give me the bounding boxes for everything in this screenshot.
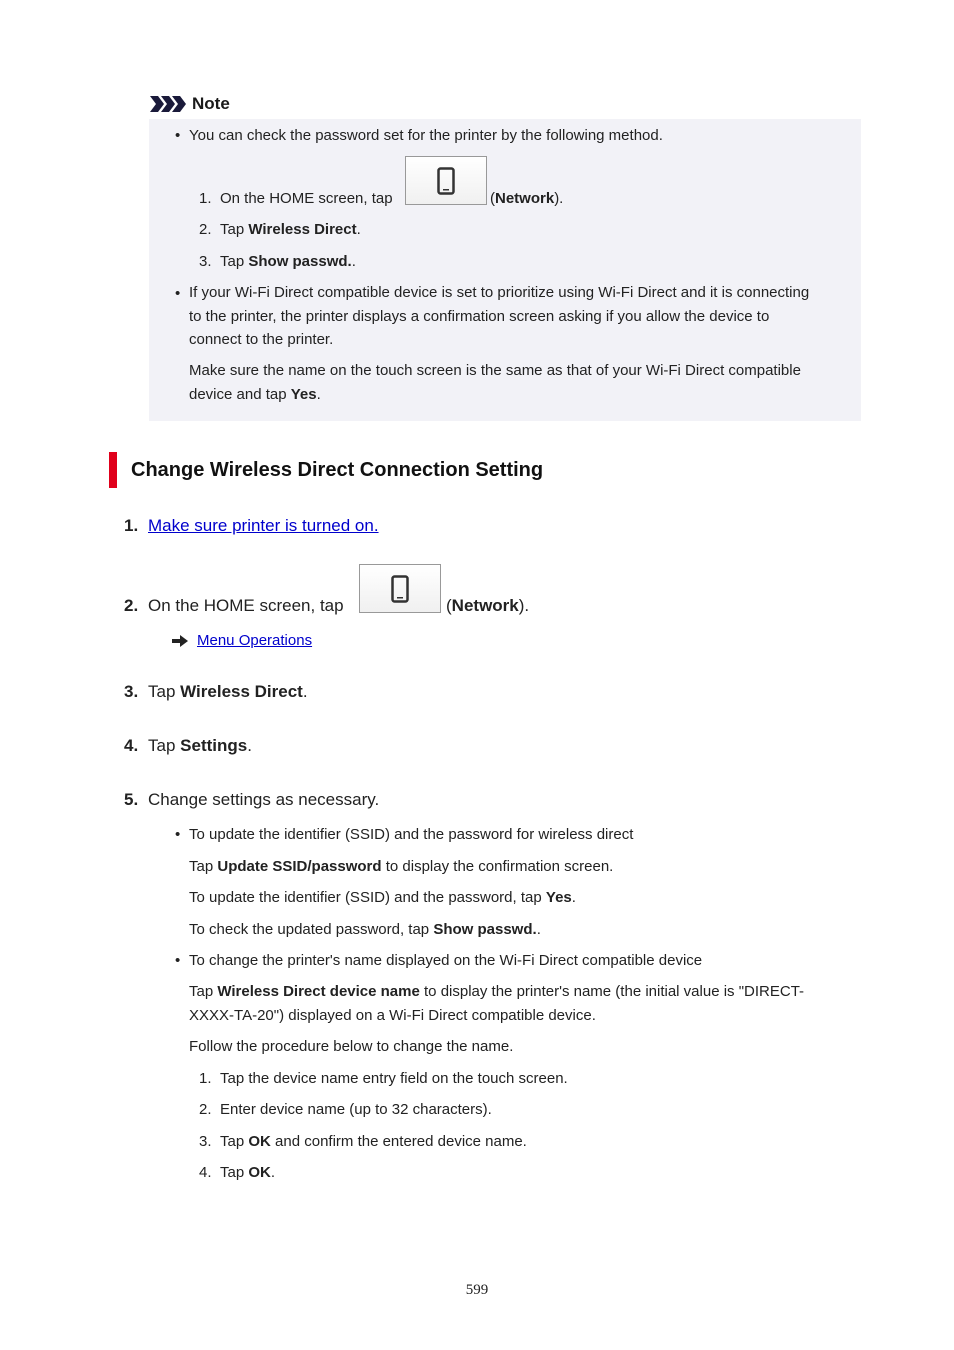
step-3: 3. Tap Wireless Direct.	[124, 682, 308, 701]
step5-bullet-1: To update the identifier (SSID) and the password for wireless direct	[189, 826, 634, 843]
step5-bullet-2: To change the printer's name displayed on the Wi-Fi Direct compatible device	[189, 952, 703, 969]
menu-operations-link[interactable]: Menu Operations	[197, 632, 313, 649]
note-bullet-2-line2: to the printer, the printer displays a confirmation screen asking if you allow the device to	[189, 308, 770, 325]
phone-icon	[391, 575, 409, 603]
step-2: 2. On the HOME screen, tap	[124, 596, 344, 615]
make-sure-printer-on-link[interactable]: Make sure printer is turned on.	[148, 516, 379, 535]
section-title: Change Wireless Direct Connection Setting	[131, 459, 544, 481]
network-button-image	[405, 156, 487, 205]
bullet-dot: •	[175, 952, 181, 969]
note-bullet-2-line1: If your Wi-Fi Direct compatible device is set to prioritize using Wi-Fi Direct and it is connecting	[189, 284, 810, 301]
section-accent-bar	[109, 452, 117, 488]
note-step-1: 1. On the HOME screen, tap	[199, 190, 393, 207]
rename-step-2: 2. Enter device name (up to 32 characters).	[199, 1101, 492, 1118]
phone-icon	[437, 167, 455, 195]
note-chevrons-icon	[150, 96, 188, 112]
note-title: Note	[192, 94, 230, 113]
bullet-dot: •	[175, 826, 181, 843]
step5-b2-line3: Follow the procedure below to change the name.	[189, 1038, 514, 1055]
note-bullet-2-p2-line1: Make sure the name on the touch screen is the same as that of your Wi-Fi Direct compatible	[189, 362, 801, 379]
menu-operations-ref	[172, 632, 312, 650]
step-2-suffix: (Network).	[446, 596, 530, 615]
right-arrow-icon	[172, 635, 189, 647]
rename-step-4: 4. Tap OK.	[199, 1164, 276, 1181]
step5-b1-line1: Tap Update SSID/password to display the confirmation screen.	[189, 858, 614, 875]
bullet-dot: •	[175, 127, 181, 144]
bullet-dot: •	[175, 285, 181, 302]
step5-b2-line1: Tap Wireless Direct device name to display the printer's name (the initial value is "DIRECT-	[189, 983, 805, 1000]
note-bullet-2-line3: connect to the printer.	[189, 331, 334, 348]
note-step-3: 3. Tap Show passwd..	[199, 253, 356, 270]
note-bullet-2-p2-line2: device and tap Yes.	[189, 386, 321, 403]
note-header	[150, 93, 230, 115]
rename-step-1: 1. Tap the device name entry field on the touch screen.	[199, 1070, 568, 1087]
note-step-1-suffix: (Network).	[490, 190, 564, 207]
step5-b1-line2: To update the identifier (SSID) and the password, tap Yes.	[189, 889, 576, 906]
note-bullet-1: You can check the password set for the printer by the following method.	[189, 127, 663, 144]
network-button-image	[359, 564, 441, 613]
step-4: 4. Tap Settings.	[124, 736, 252, 755]
step5-b1-line3: To check the updated password, tap Show passwd..	[189, 921, 541, 938]
page-number: 599	[465, 1282, 489, 1298]
step-1: 1. Make sure printer is turned on.	[124, 516, 379, 535]
step5-b2-line2: XXXX-TA-20") displayed on a Wi-Fi Direct compatible device.	[189, 1007, 596, 1024]
note-step-2: 2. Tap Wireless Direct.	[199, 221, 361, 238]
step-5: 5. Change settings as necessary.	[124, 790, 380, 809]
rename-step-3: 3. Tap OK and confirm the entered device name.	[199, 1133, 527, 1150]
